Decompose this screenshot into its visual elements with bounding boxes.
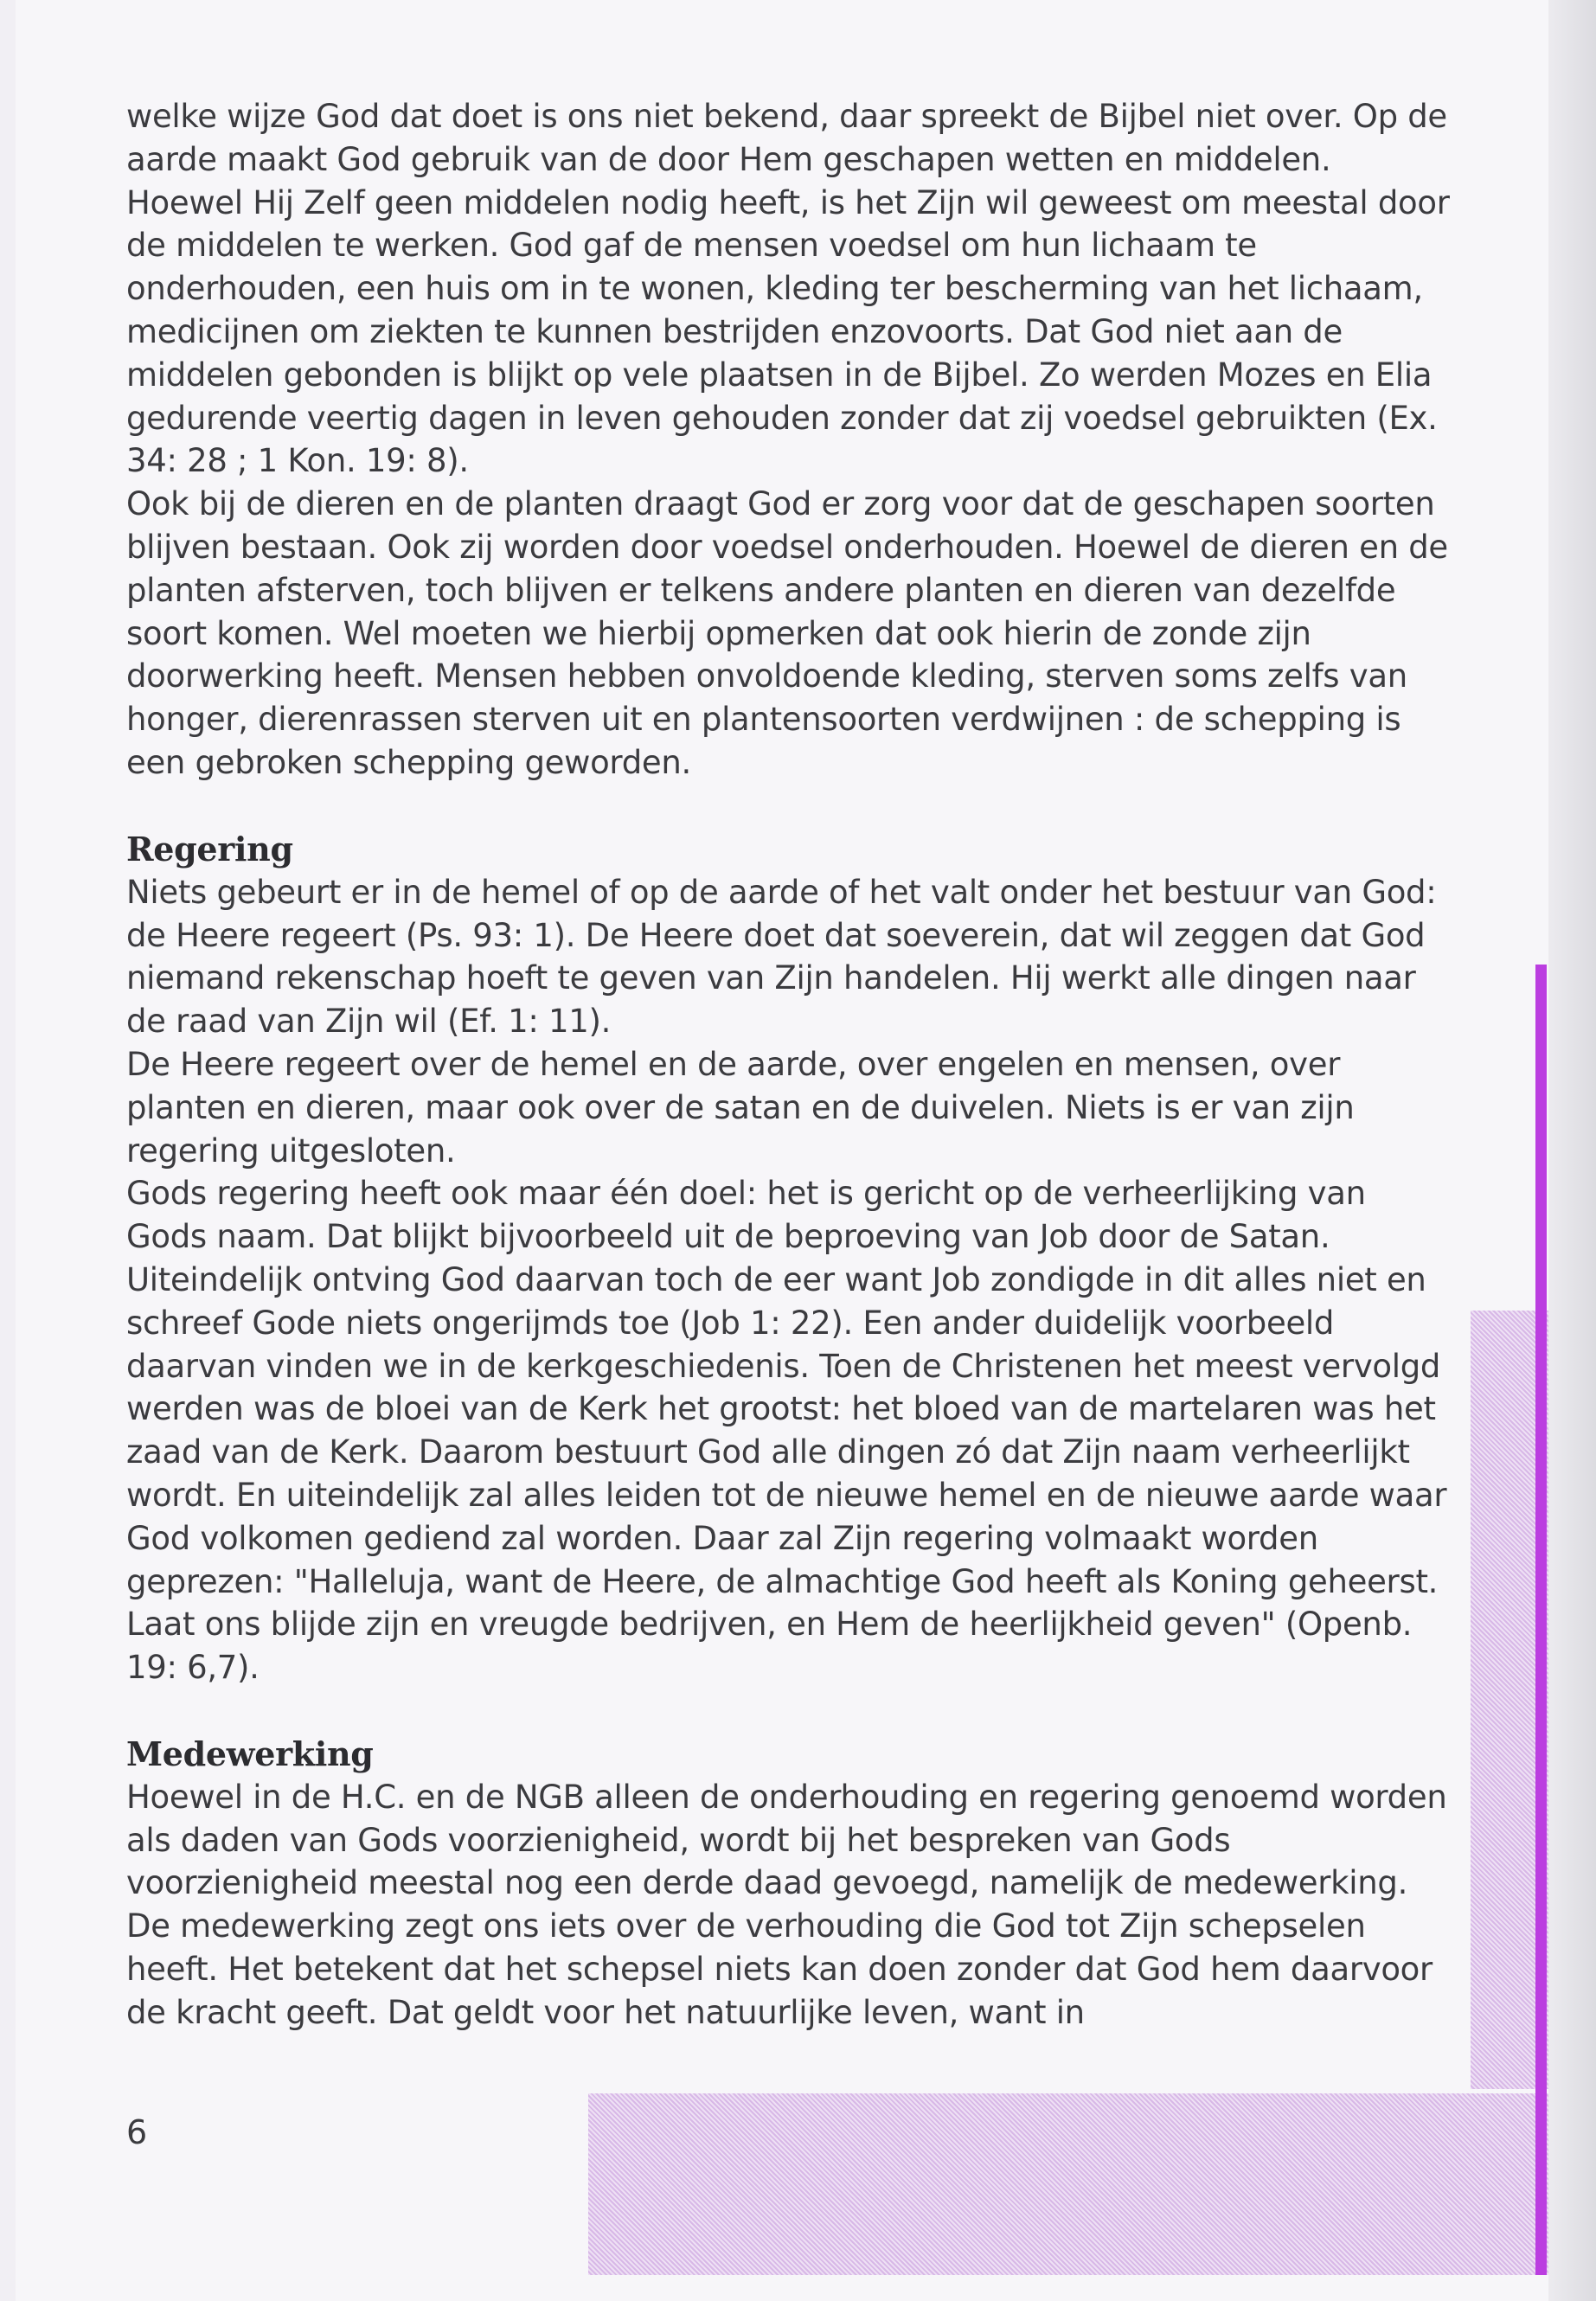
section-gap xyxy=(126,1689,1450,1733)
paragraph: Ook bij de dieren en de planten draagt God er zorg voor dat de geschapen soorten blijven bestaan. Ook zij worden door voedsel onderhouden. Hoewel de dieren en de planten afsterven, toch blijven er telkens andere planten en dieren van dezelfde soort komen. Wel moeten we hierbij opmerken dat ook hierin de zonde zijn doorwerking heeft. Mensen hebben onvoldoende kleding, sterven soms zelfs van honger, dierenrassen sterven uit en plantensoorten verdwijnen : de schepping is een gebroken schepping geworden. xyxy=(126,485,1448,781)
decorative-hatch-bottom xyxy=(588,2093,1548,2275)
paragraph: De medewerking zegt ons iets over de verhouding die God tot Zijn schepselen heeft. Het betekent dat het schepsel niets kan doen zonder dat God hem daarvoor de kracht geeft. Dat geldt voor het natuurlijke leven, want in xyxy=(126,1907,1433,2031)
section-heading-regering: Regering xyxy=(126,829,293,868)
paragraph: Gods regering heeft ook maar één doel: het is gericht op de verheerlijking van Gods naam. Dat blijkt bijvoorbeeld uit de beproeving van Job door de Satan. Uiteindelijk ontving God daarvan toch de eer want Job zondigde in dit alles niet en schreef Gode niets ongerijmds toe (Job 1: 22). Een ander duidelijk voorbeeld daarvan vinden we in de kerkgeschiedenis. Toen de Christenen het meest vervolgd werden was de bloei van de Kerk het grootst: het bloed van de martelaren was het zaad van de Kerk. Daarom bestuurt God alle dingen zó dat Zijn naam verheerlijkt wordt. En uiteindelijk zal alles leiden tot de nieuwe hemel en de nieuwe aarde waar God volkomen gediend zal worden. Daar zal Zijn regering volmaakt worden geprezen: "Halleluja, want de Heere, de almachtige God heeft als Koning geheerst. Laat ons blijde zijn en vreugde bedrijven, en Hem de heerlijkheid geven" (Openb. 19: 6,7). xyxy=(126,1175,1447,1687)
paragraph: welke wijze God dat doet is ons niet bekend, daar spreekt de Bijbel niet over. Op de aarde maakt God gebruik van de door Hem geschapen wetten en middelen. Hoewel Hij Zelf geen middelen nodig heeft, is het Zijn wil geweest om meestal door de middelen te werken. God gaf de mensen voedsel om hun lichaam te onderhouden, een huis om in te wonen, kleding ter bescherming van het lichaam, medicijnen om ziekten te kunnen bestrijden enzovoorts. Dat God niet aan de middelen gebonden is blijkt op vele plaatsen in de Bijbel. Zo werden Mozes en Elia gedurende veertig dagen in leven gehouden zonder dat zij voedsel gebruikten (Ex. 34: 28 ; 1 Kon. 19: 8). xyxy=(126,98,1450,480)
page-number: 6 xyxy=(126,2113,148,2151)
page-body xyxy=(126,95,1450,2035)
paragraph: De Heere regeert over de hemel en de aarde, over engelen en mensen, over planten en dieren, maar ook over de satan en de duivelen. Niets is er van zijn regering uitgesloten. xyxy=(126,1045,1355,1170)
paragraph: Niets gebeurt er in de hemel of op de aarde of het valt onder het bestuur van God: de Heere regeert (Ps. 93: 1). De Heere doet dat soeverein, dat wil zeggen dat God niemand rekenschap hoeft te geven van Zijn handelen. Hij werkt alle dingen naar de raad van Zijn wil (Ef. 1: 11). xyxy=(126,873,1437,1041)
paragraph: Hoewel in de H.C. en de NGB alleen de onderhouding en regering genoemd worden als daden van Gods voorzienigheid, wordt bij het bespreken van Gods voorzienigheid meestal nog een derde daad gevoegd, namelijk de medewerking. xyxy=(126,1778,1447,1902)
accent-stripe xyxy=(1535,965,1547,2275)
page-edge-shadow xyxy=(1548,0,1596,2301)
section-heading-medewerking: Medewerking xyxy=(126,1734,374,1773)
section-gap xyxy=(126,785,1450,828)
